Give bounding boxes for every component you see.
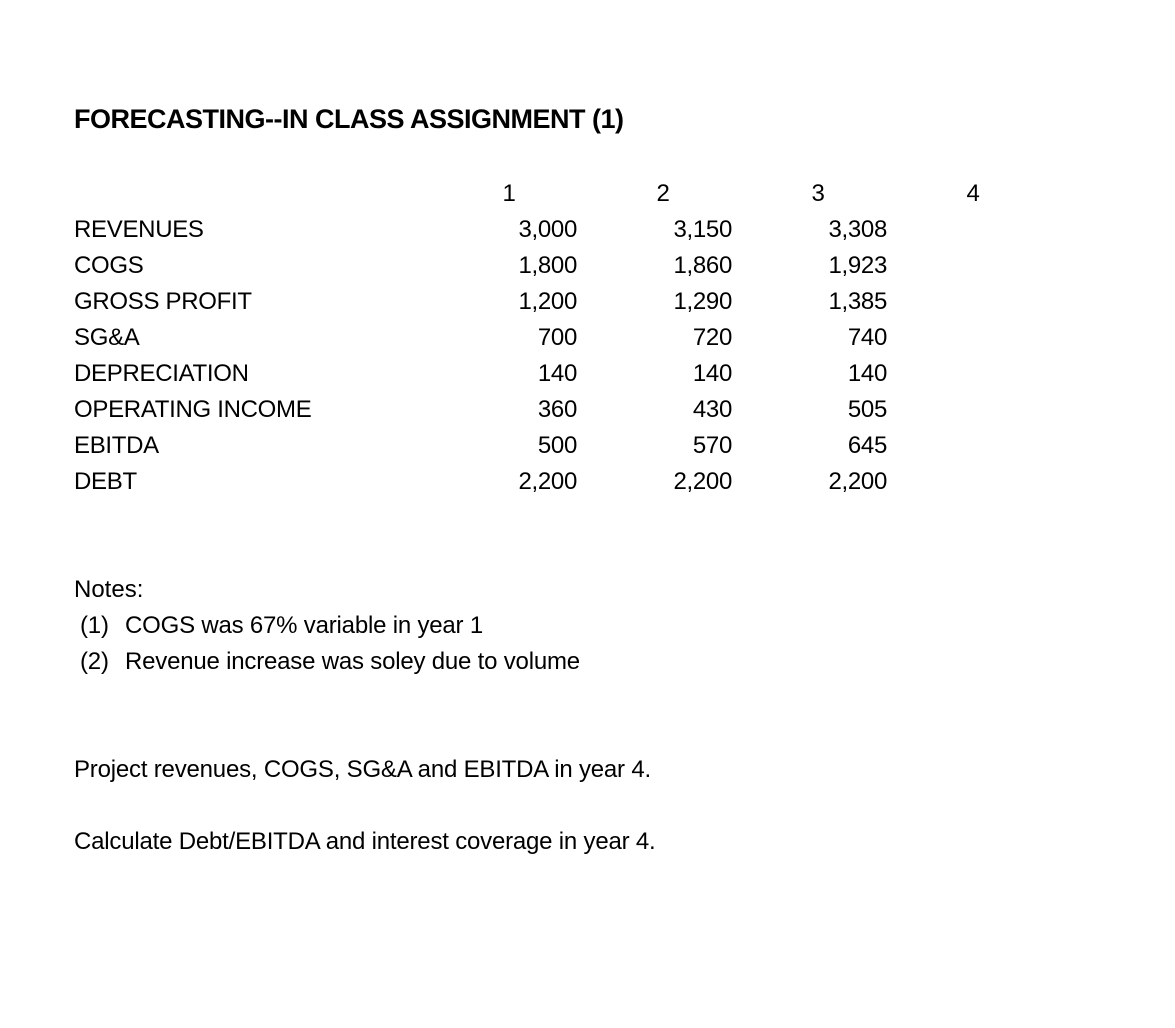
row-label-gross-profit: GROSS PROFIT [74,288,252,315]
table-cell: 500 [537,432,577,459]
table-cell: 1,200 [518,288,577,315]
table-cell: 645 [847,432,887,459]
row-label-depreciation: DEPRECIATION [74,360,249,387]
table-cell: 430 [692,396,732,423]
table-cell: 140 [847,360,887,387]
table-cell: 2,200 [518,468,577,495]
column-header-year-4: 4 [966,180,980,207]
note-number: (1) [80,612,109,639]
row-label-revenues: REVENUES [74,216,204,243]
row-label-debt: DEBT [74,468,137,495]
note-text: COGS was 67% variable in year 1 [125,612,483,639]
table-cell: 2,200 [673,468,732,495]
table-cell: 1,800 [518,252,577,279]
table-cell: 1,923 [828,252,887,279]
table-cell: 720 [692,324,732,351]
row-label-operating-income: OPERATING INCOME [74,396,312,423]
task-instruction: Project revenues, COGS, SG&A and EBITDA in year 4. [74,756,651,783]
table-cell: 1,385 [828,288,887,315]
table-cell: 140 [692,360,732,387]
row-label-cogs: COGS [74,252,144,279]
page-title: FORECASTING--IN CLASS ASSIGNMENT (1) [74,104,624,134]
table-cell: 3,000 [518,216,577,243]
notes-heading: Notes: [74,576,144,603]
table-cell: 505 [847,396,887,423]
row-label-sga: SG&A [74,324,140,351]
row-label-ebitda: EBITDA [74,432,159,459]
task-instruction: Calculate Debt/EBITDA and interest coverage in year 4. [74,828,656,855]
table-cell: 360 [537,396,577,423]
table-cell: 3,150 [673,216,732,243]
table-cell: 570 [692,432,732,459]
table-cell: 2,200 [828,468,887,495]
column-header-year-3: 3 [811,180,825,207]
column-header-year-1: 1 [502,180,516,207]
table-cell: 1,860 [673,252,732,279]
table-cell: 740 [847,324,887,351]
note-number: (2) [80,648,109,675]
table-cell: 140 [537,360,577,387]
table-cell: 1,290 [673,288,732,315]
table-cell: 3,308 [828,216,887,243]
table-cell: 700 [537,324,577,351]
column-header-year-2: 2 [656,180,670,207]
note-text: Revenue increase was soley due to volume [125,648,580,675]
